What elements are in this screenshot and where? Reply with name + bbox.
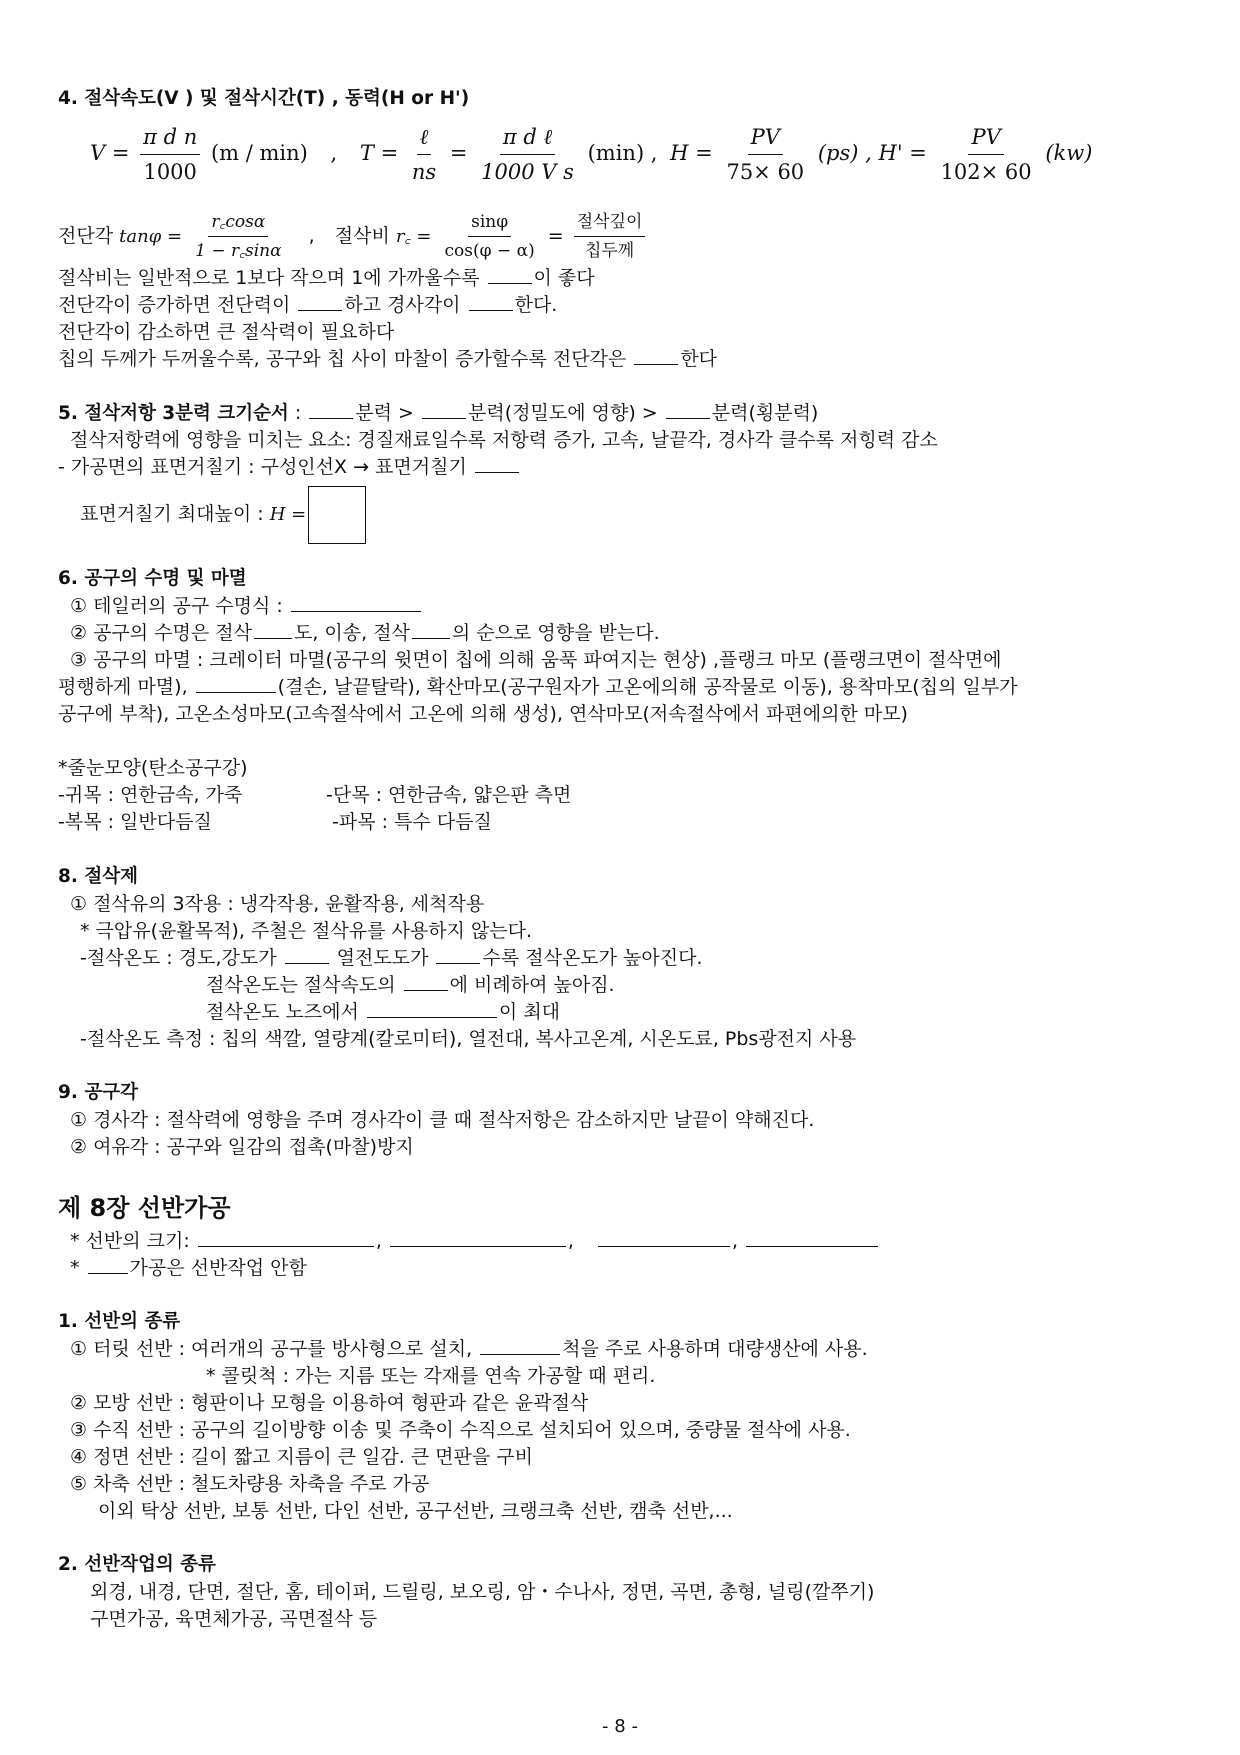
fill-blank	[422, 402, 466, 419]
s5-line-1: 절삭저항력에 영향을 미치는 요소: 경질재료일수록 저항력 증가, 고속, 날끝각, 경사각 클수록 저힝력 감소	[70, 429, 938, 451]
fill-blank	[475, 456, 519, 473]
formula-h2-denominator: 102× 60	[940, 160, 1032, 184]
fill-blank	[196, 676, 276, 693]
fill-blank	[88, 1257, 128, 1274]
lathe-work-line-2: 구면가공, 육면체가공, 곡면절삭 등	[90, 1608, 378, 1630]
ch8-line-2-a: *	[70, 1257, 80, 1279]
lathe-types-item-2: ② 모방 선반 : 형판이나 모형을 이용하여 형판과 같은 윤곽절삭	[70, 1392, 589, 1414]
formula-h2-fraction	[938, 122, 1035, 187]
formula-v-denominator: 1000	[143, 160, 197, 184]
formula-t-denominator-2: 1000 V s	[481, 160, 574, 184]
lathe-types-item-5: ⑤ 차축 선반 : 철도차량용 차축을 주로 가공	[70, 1473, 430, 1495]
s9-item-1: ① 경사각 : 절삭력에 영향을 주며 경사각이 클 때 절삭저항은 감소하지만 날끝이 약해진다.	[70, 1109, 815, 1131]
s8-item-5-a: 절삭온도 노즈에서	[206, 1001, 359, 1023]
s6-item-1	[70, 593, 423, 619]
fill-blank	[480, 1338, 560, 1355]
formula-v-lhs: V =	[90, 141, 130, 165]
s6-item-3-cont-a: 평행하게 마멸),	[58, 676, 188, 698]
s5-h-symbol: H =	[269, 504, 307, 525]
ch8-comma-1: ,	[375, 1230, 382, 1252]
s6-item-2-c: 의 순으로 영향을 받는다.	[451, 622, 660, 644]
fill-blank	[198, 1230, 374, 1247]
page-number: - 8 -	[602, 1716, 638, 1737]
s6-item-3-cont-b: (결손, 날끝탈락), 확산마모(공구원자가 고온에의해 공작물로 이동), 용착마모(칩의 일부가	[277, 676, 1018, 698]
cut-ratio-denominator-2: 칩두께	[584, 241, 635, 261]
s4-line-1-b: 이 좋다	[533, 267, 595, 289]
s5-title-d: 분력(횡분력)	[711, 402, 819, 424]
section-5-title-line	[58, 400, 818, 427]
formula-h-denominator: 75× 60	[726, 160, 805, 184]
fill-blank	[412, 622, 450, 639]
formula-v-unit: (m / min)	[210, 141, 308, 165]
ch8-line-1	[70, 1228, 880, 1254]
cut-ratio-numerator-2: 절삭깊이	[574, 210, 646, 237]
lathe-types-item-3: ③ 수직 선반 : 공구의 길이방향 이송 및 주축이 수직으로 설치되어 있으며, 중량물 절삭에 사용.	[70, 1419, 851, 1441]
formula-t-lhs: T =	[359, 141, 399, 165]
formula-h-lhs: H =	[670, 141, 713, 165]
s8-item-3	[80, 945, 703, 971]
fill-blank	[298, 294, 342, 311]
s8-item-4-a: 절삭온도는 절삭속도의	[206, 974, 396, 996]
section-6-title: 6. 공구의 수명 및 마멸	[58, 568, 247, 589]
s8-item-4	[206, 972, 615, 998]
fill-blank	[488, 267, 532, 284]
formula-t-fraction-1	[409, 122, 439, 187]
fill-blank	[666, 402, 710, 419]
s4-line-2-a: 전단각이 증가하면 전단력이	[58, 294, 291, 316]
lathe-types-item-1-b: 척을 주로 사용하며 대량생산에 사용.	[562, 1338, 868, 1360]
file-pattern-r1b: -단목 : 연한금속, 얇은판 측면	[326, 784, 572, 806]
s8-item-6: -절삭온도 측정 : 칩의 색깔, 열량계(칼로미터), 열전대, 복사고온계, 시온도료, Pbs광전지 사용	[80, 1028, 857, 1050]
formula-h2-lhs: H' =	[878, 141, 927, 165]
s4-line-1	[58, 265, 595, 291]
s8-item-3-b: 열전도도가	[336, 947, 429, 969]
s8-item-4-b: 에 비례하여 높아짐.	[449, 974, 615, 996]
s8-item-5-b: 이 최대	[498, 1001, 561, 1023]
s6-item-2-a: ② 공구의 수명은 절삭	[70, 622, 252, 644]
s4-line-3: 전단각이 감소하면 큰 절삭력이 필요하다	[58, 321, 395, 343]
formula-shear-angle	[58, 208, 649, 265]
s4-line-2-c: 한다.	[514, 294, 558, 316]
section-9-title: 9. 공구각	[58, 1082, 138, 1103]
s5-line-2-text: - 가공면의 표면거칠기 : 구성인선X → 표면거칠기	[58, 456, 467, 478]
s8-item-3-c: 수록 절삭온도가 높아진다.	[482, 947, 703, 969]
ch8-comma-2: ,	[567, 1230, 574, 1252]
formula-t-numerator-2: π d ℓ	[500, 122, 555, 155]
s5-line-2	[58, 454, 521, 480]
cut-ratio-numerator: sinφ	[468, 210, 511, 237]
formula-t-denominator-1: ns	[411, 160, 437, 184]
formula-separator: ,	[330, 141, 338, 165]
s6-item-2-b: 도, 이송, 절삭	[293, 622, 410, 644]
lathe-types-item-4: ④ 정면 선반 : 길이 짧고 지름이 큰 일감. 큰 면판을 구비	[70, 1446, 533, 1468]
shear-separator: ,	[308, 225, 315, 247]
s6-item-3-cont-2: 공구에 부착), 고온소성마모(고속절삭에서 고온에 의해 생성), 연삭마모(저속절삭에서 파편에의한 마모)	[58, 703, 908, 725]
s8-item-2: * 극압유(윤활목적), 주철은 절삭유를 사용하지 않는다.	[80, 920, 533, 942]
fill-blank	[285, 947, 329, 964]
s5-line-3-text: 표면거칠기 최대높이 :	[80, 503, 264, 525]
file-pattern-r2a: -복목 : 일반다듬질	[58, 811, 212, 833]
fill-blank	[254, 622, 292, 639]
formula-h2-unit: (kw)	[1045, 141, 1093, 165]
shear-angle-numerator: r꜀cosα	[208, 210, 268, 237]
ch8-line-2-b: 가공은 선반작업 안함	[129, 1257, 307, 1279]
s6-item-3-cont-1	[58, 674, 1018, 700]
lathe-types-item-6: 이외 탁상 선반, 보통 선반, 다인 선반, 공구선반, 크랭크축 선반, 캠축 선반,...	[98, 1500, 733, 1522]
formula-t-fraction-2	[478, 122, 577, 187]
s4-line-4-a: 칩의 두께가 두꺼울수록, 공구와 칩 사이 마찰이 증가할수록 전단각은	[58, 348, 627, 370]
shear-angle-fraction	[192, 210, 284, 263]
cut-ratio-equals: =	[547, 225, 564, 247]
formula-v-fraction	[140, 122, 200, 187]
shear-angle-tan: tanφ =	[119, 226, 183, 247]
s8-item-3-a: -절삭온도 : 경도,강도가	[80, 947, 277, 969]
file-pattern-r2b: -파목 : 특수 다듬질	[332, 811, 492, 833]
fill-blank	[291, 595, 421, 612]
s5-title-b: 분력 >	[355, 402, 414, 424]
fill-blank	[634, 348, 678, 365]
shear-angle-label: 전단각	[58, 225, 114, 247]
cut-ratio-fraction	[442, 210, 538, 263]
fill-blank	[598, 1230, 730, 1247]
cut-ratio-label: 절삭비	[334, 225, 390, 247]
s8-item-1: ① 절삭유의 3작용 : 냉각작용, 윤활작용, 세척작용	[70, 893, 485, 915]
formula-t-equals: =	[449, 141, 468, 165]
s5-title-colon: :	[288, 402, 302, 424]
lathe-types-title: 1. 선반의 종류	[58, 1311, 181, 1332]
s5-line-3	[80, 484, 366, 545]
shear-angle-denominator: 1 − r꜀sinα	[195, 241, 282, 261]
fill-blank	[367, 1001, 497, 1018]
s6-item-1-text: ① 테일러의 공구 수명식 :	[70, 595, 283, 617]
cut-ratio-denominator: cos(φ − α)	[444, 241, 535, 261]
file-pattern-row-2	[58, 809, 492, 835]
s8-item-5	[206, 999, 560, 1025]
lathe-work-title: 2. 선반작업의 종류	[58, 1554, 216, 1575]
fill-blank	[404, 974, 448, 991]
fill-blank	[390, 1230, 566, 1247]
formula-speed-time-power	[90, 118, 1092, 188]
s5-title-c: 분력(정밀도에 영향) >	[468, 402, 658, 424]
formula-t-numerator-1: ℓ	[417, 122, 432, 155]
s4-line-2-b: 하고 경사각이	[344, 294, 461, 316]
s4-line-4-b: 한다	[680, 348, 718, 370]
chapter-8-title: 제 8장 선반가공	[58, 1194, 231, 1222]
fill-blank	[469, 294, 513, 311]
lathe-types-item-1-a: ① 터릿 선반 : 여러개의 공구를 방사형으로 설치,	[70, 1338, 473, 1360]
s4-line-4	[58, 346, 717, 372]
lathe-types-item-1-note: * 콜릿척 : 가는 지름 또는 각재를 연속 가공할 때 편리.	[206, 1365, 656, 1387]
s6-item-3: ③ 공구의 마멸 : 크레이터 마멸(공구의 윗면이 칩에 의해 움푹 파여지는 현상) ,플랭크 마모 (플랭크면이 절삭면에	[70, 649, 1002, 671]
ch8-line-2	[70, 1255, 307, 1281]
s4-line-1-a: 절삭비는 일반적으로 1보다 작으며 1에 가까울수록	[58, 267, 480, 289]
fill-blank	[746, 1230, 878, 1247]
formula-h-fraction	[723, 122, 807, 187]
lathe-work-line-1: 외경, 내경, 단면, 절단, 홈, 테이퍼, 드릴링, 보오링, 암・수나사, 정면, 곡면, 총형, 널링(깔쭈기)	[90, 1581, 875, 1603]
file-pattern-r1a: -귀목 : 연한금속, 가죽	[58, 784, 243, 806]
formula-h-unit: (ps) ,	[817, 141, 872, 165]
section-4-title: 4. 절삭속도(V ) 및 절삭시간(T) , 동력(H or H')	[58, 88, 470, 109]
answer-box	[308, 486, 366, 544]
fill-blank	[309, 402, 353, 419]
formula-t-unit: (min) ,	[587, 141, 658, 165]
file-pattern-title: *줄눈모양(탄소공구강)	[58, 757, 248, 779]
ch8-line-1-text: * 선반의 크기:	[70, 1230, 190, 1252]
s4-line-2	[58, 292, 557, 318]
fill-blank	[436, 947, 480, 964]
cut-ratio-fraction-2	[574, 210, 646, 263]
cut-ratio-r: r꜀ =	[395, 226, 432, 247]
formula-v-numerator: π d n	[140, 122, 200, 155]
s9-item-2: ② 여유각 : 공구와 일감의 접촉(마찰)방지	[70, 1136, 414, 1158]
formula-h2-numerator: PV	[968, 122, 1003, 155]
file-pattern-row-1	[58, 782, 571, 808]
s6-item-2	[70, 620, 660, 646]
ch8-comma-3: ,	[732, 1230, 739, 1252]
formula-h-numerator: PV	[748, 122, 783, 155]
section-5-title: 5. 절삭저항 3분력 크기순서	[58, 403, 289, 424]
lathe-types-item-1	[70, 1336, 868, 1362]
section-8-title: 8. 절삭제	[58, 866, 138, 887]
